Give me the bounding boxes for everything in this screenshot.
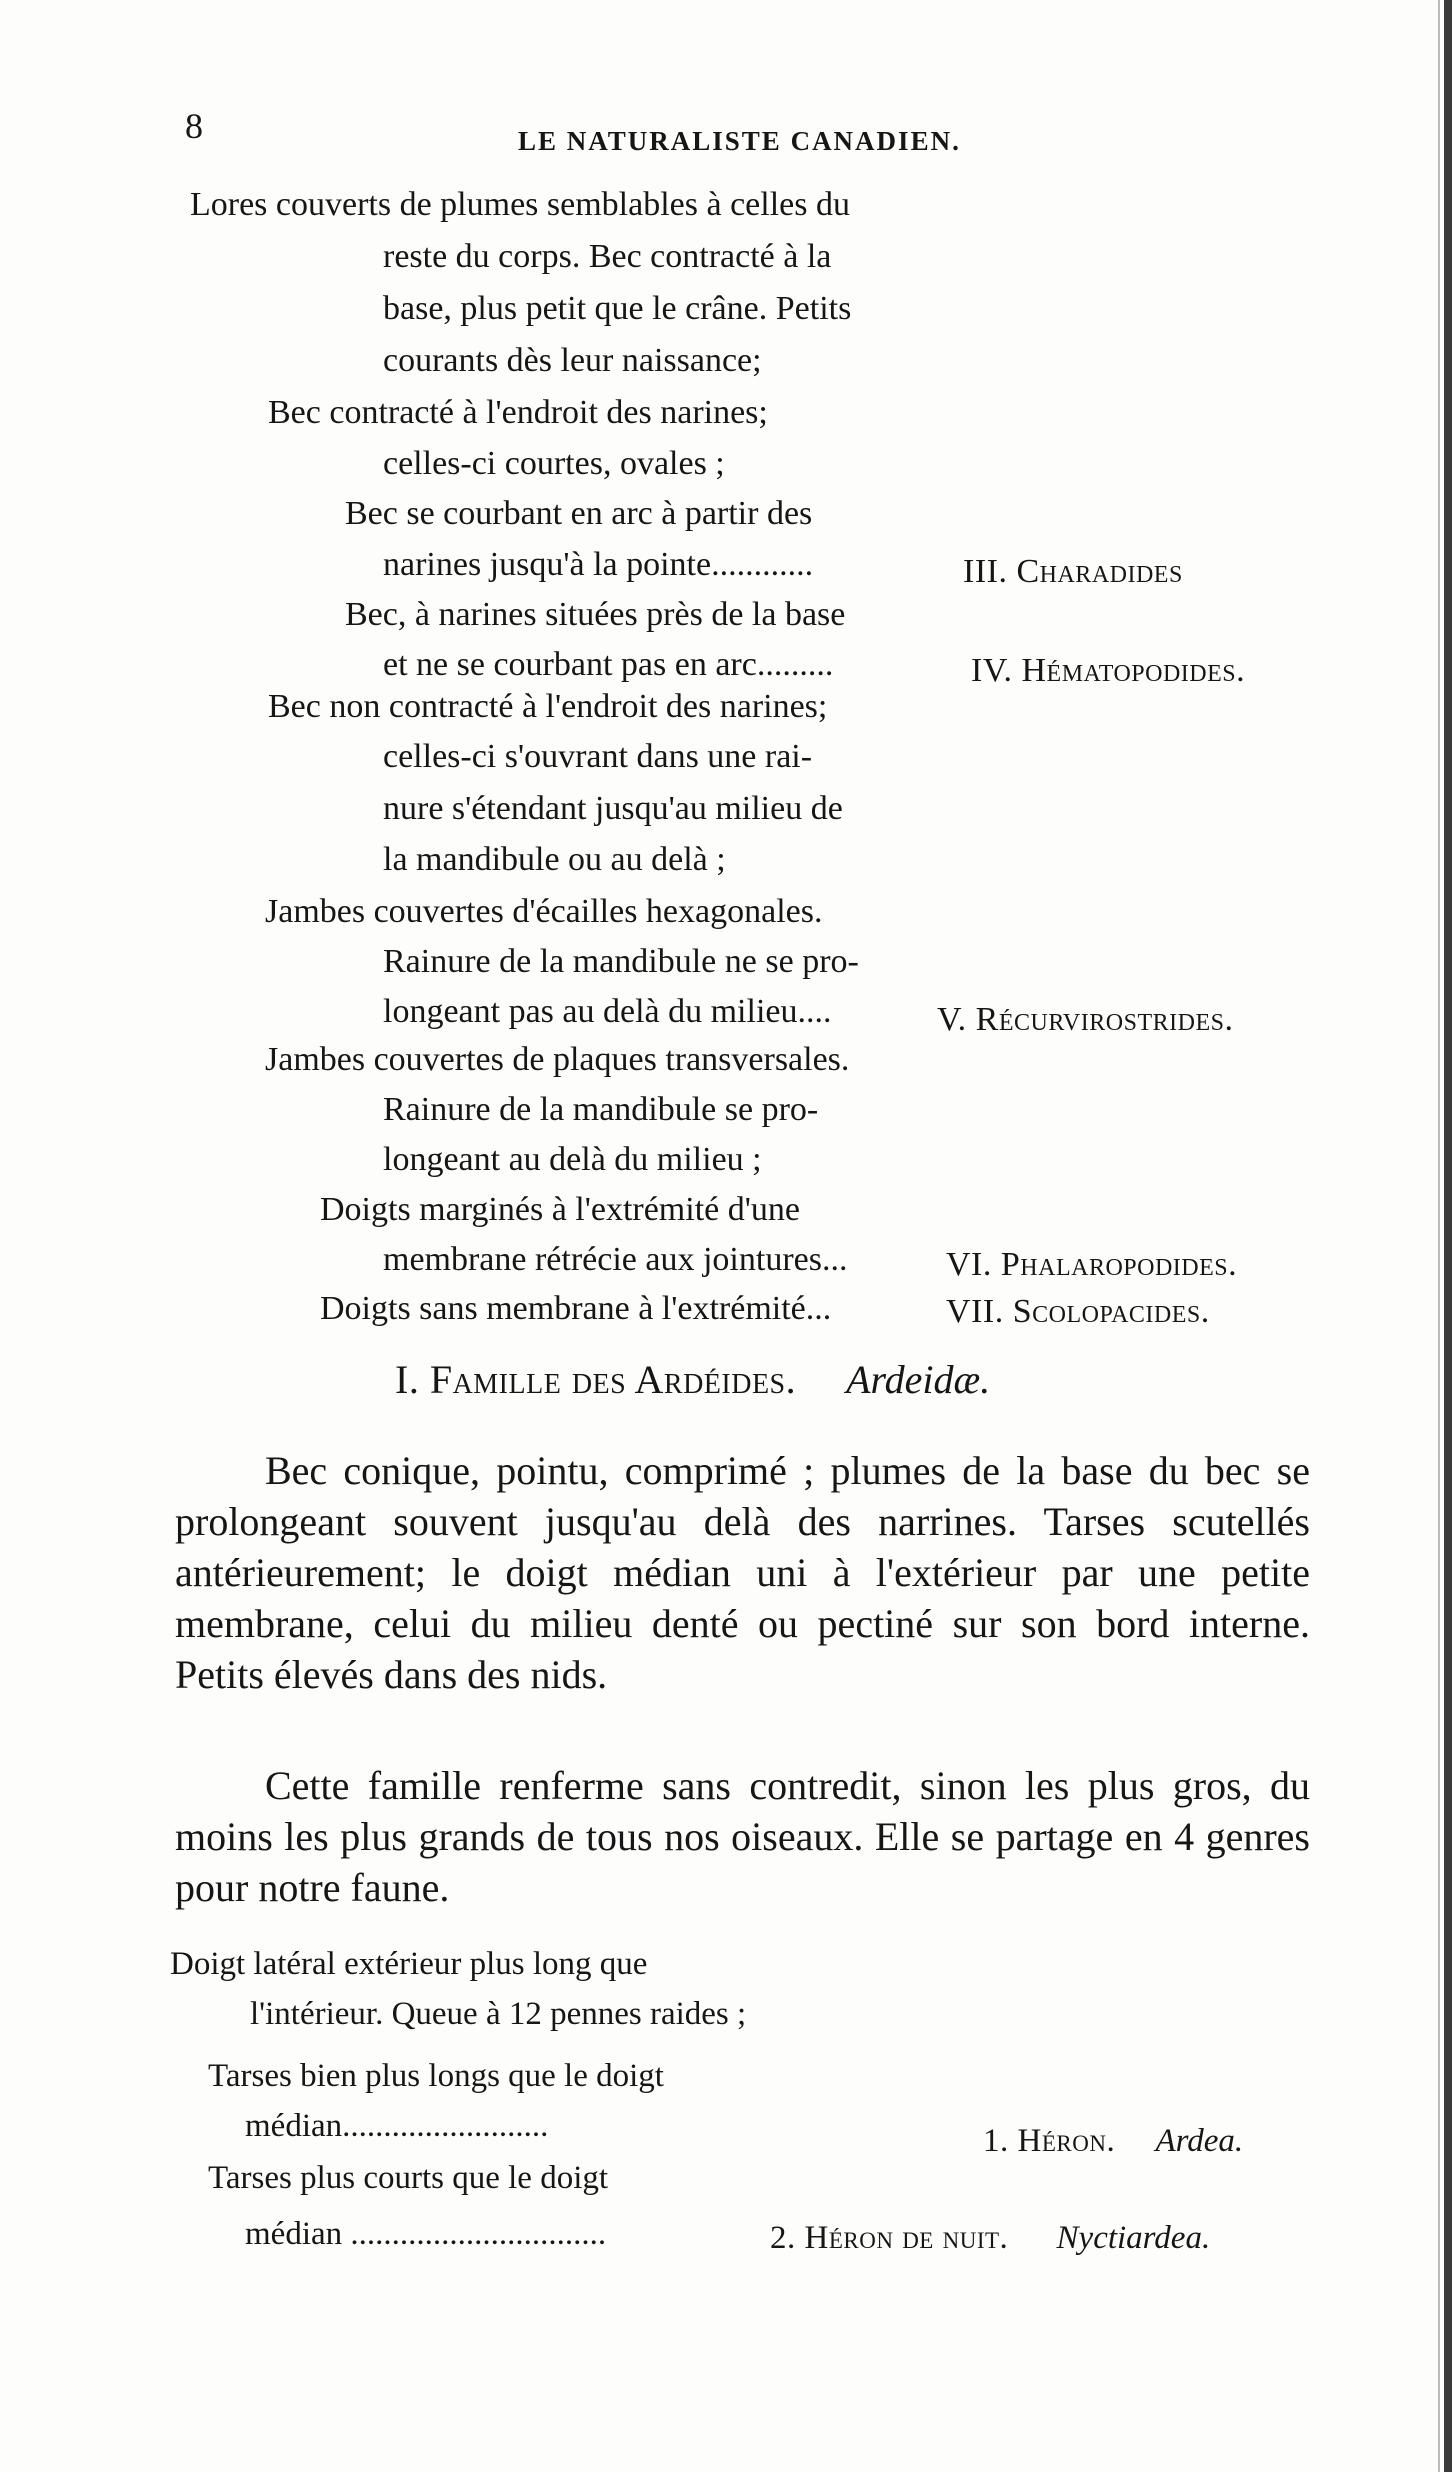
genus-key-line: Tarses bien plus longs que le doigt [208,2058,664,2094]
genus-entry [983,2125,1243,2158]
key-line: Bec, à narines situées près de la base [345,596,846,633]
key-line: longeant au delà du milieu ; [383,1141,762,1178]
page-number: 8 [185,106,203,146]
key-line: la mandibule ou au delà ; [383,841,726,878]
genus-entry [770,2222,1210,2255]
family-label: V. Récurvirostrides. [937,1001,1234,1038]
paragraph: Cette famille renferme sans contredit, sinon les plus gros, du moins les plus grands de tous nos oiseaux. Elle se partage en 4 genres pour notre faune. [175,1763,1310,1910]
key-line: Lores couverts de plumes semblables à celles du [190,186,850,223]
key-line: nure s'étendant jusqu'au milieu de [383,790,843,827]
key-line: base, plus petit que le crâne. Petits [383,290,852,327]
key-line: Rainure de la mandibule se pro- [383,1091,819,1128]
family-remarks [175,1760,1310,1913]
key-line: Bec contracté à l'endroit des narines; [268,394,768,431]
running-title: LE NATURALISTE CANADIEN. [518,126,961,156]
key-line: Rainure de la mandibule ne se pro- [383,943,859,980]
key-line: reste du corps. Bec contracté à la [383,238,832,275]
key-line: Doigts sans membrane à l'extrémité... [320,1290,832,1327]
family-label: VII. Scolopacides. [946,1293,1210,1330]
genus-latin: Nyctiardea. [1056,2220,1211,2256]
genus-key-line: l'intérieur. Queue à 12 pennes raides ; [250,1996,747,2032]
key-line: Bec non contracté à l'endroit des narines; [268,688,828,725]
key-line: celles-ci s'ouvrant dans une rai- [383,738,813,775]
key-line: Jambes couvertes de plaques transversales. [265,1041,850,1078]
key-line: Doigts marginés à l'extrémité d'une [320,1191,800,1228]
key-line: longeant pas au delà du milieu.... [383,993,832,1030]
genus-key-line: Tarses plus courts que le doigt [208,2160,609,2196]
genus-key-line: médian ............................... [245,2216,607,2252]
key-line: Jambes couvertes d'écailles hexagonales. [265,893,823,930]
genus-key-line: médian......................... [245,2108,549,2144]
family-label: IV. Hématopodides. [971,652,1246,689]
genus-latin: Ardea. [1155,2123,1244,2159]
genus-label: 1. Héron. [983,2123,1116,2159]
page-edge-shadow [1444,0,1452,2472]
key-line: membrane rétrécie aux jointures... [383,1241,848,1278]
paragraph: Bec conique, pointu, comprimé ; plumes de la base du bec se prolongeant souvent jusqu'au delà des narrines. Tarses scutellés antérieurement; le doigt médian uni à l'extérieur par une petite membrane, celui du milieu denté ou pectiné sur son bord interne. Petits élevés dans des nids. [175,1448,1310,1697]
key-line: celles-ci courtes, ovales ; [383,445,725,482]
page-edge-line [1438,0,1440,2472]
family-label: VI. Phalaropodides. [946,1246,1238,1283]
family-label: III. Charadides [963,553,1183,590]
key-line: narines jusqu'à la pointe............ [383,546,814,583]
family-description [175,1445,1310,1700]
family-latin-name: Ardeidæ. [846,1357,991,1402]
key-line: et ne se courbant pas en arc......... [383,646,834,683]
genus-key-line: Doigt latéral extérieur plus long que [170,1946,648,1982]
key-line: Bec se courbant en arc à partir des [345,495,813,532]
genus-label: 2. Héron de nuit. [770,2220,1009,2256]
key-line: courants dès leur naissance; [383,342,762,379]
family-heading: I. Famille des Ardéides. [395,1357,797,1402]
section-heading [395,1357,991,1402]
